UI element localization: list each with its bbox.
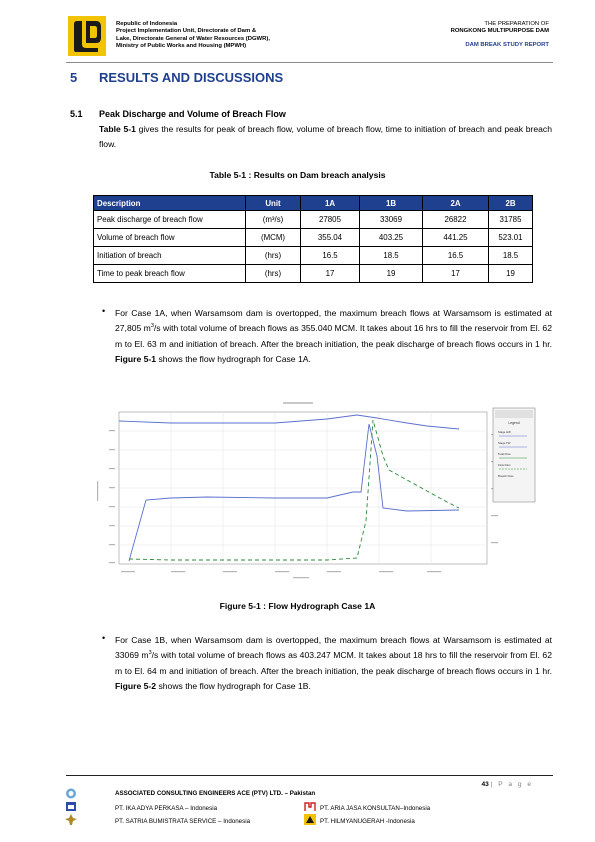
table-header-cell: 1B [360,196,423,211]
aria-jasa-logo-icon [304,801,316,812]
section-number: 5 [70,70,78,85]
table-header-cell: 1A [301,196,360,211]
table-header-cell: Description [94,196,246,211]
footer-partner: PT. ARIA JASA KONSULTAN–Indonesia [320,805,431,812]
bullet-paragraph-case-1b [115,633,552,694]
header-divider [66,62,553,63]
table-cell: 26822 [423,211,489,229]
footer-partner: PT. SATRIA BUMISTRATA SERVICE – Indonesia [115,818,251,825]
table-cell: 441.25 [423,229,489,247]
table-cell: 17 [423,265,489,283]
page-number [481,781,533,788]
page-number-value: 43 [481,781,489,788]
figure-reference: Figure 5-2 [115,680,157,691]
table-cell: 33069 [360,211,423,229]
table-cell: Peak discharge of breach flow [94,211,246,229]
flow-hydrograph-figure [87,396,538,579]
table-cell: 19 [489,265,533,283]
table-cell: 523.01 [489,229,533,247]
table-reference: Table 5-1 [99,124,136,134]
figure-title-blur [283,402,313,404]
footer-main-company: ASSOCIATED CONSULTING ENGINEERS ACE (PTV) LTD. – Pakistan [115,790,316,797]
table-row [94,247,533,265]
ika-adya-logo-icon [65,801,77,812]
subsection-number: 5.1 [70,109,83,119]
header-left-line: Lake, Directorate General of Water Resources (DGWR), [116,35,270,42]
table-cell: (hrs) [246,247,301,265]
table-cell: (hrs) [246,265,301,283]
legend-item: Stage TW [498,441,511,445]
table-cell: 18.5 [360,247,423,265]
table-header-row [94,196,533,211]
bullet-paragraph-case-1a [115,306,552,367]
bullet-text: For Case 1A, when Warsamsom dam is overtopped, the maximum breach flows at Warsamsom is estimated at 27,805 m [115,308,552,334]
bullet-text: For Case 1B, when Warsamsom dam is overtopped, the maximum breach flows at Warsamsom is estimated at 33069 m [115,635,552,661]
table-row [94,229,533,247]
table-row [94,265,533,283]
table-cell: (MCM) [246,229,301,247]
table-cell: 403.25 [360,229,423,247]
table-cell: Initiation of breach [94,247,246,265]
footer-partner: PT. IKA ADYA PERKASA – Indonesia [115,805,218,812]
table-row [94,211,533,229]
table-header-cell: 2B [489,196,533,211]
results-table [93,195,533,283]
intro-paragraph [99,122,552,152]
legend-item: Total Flow [498,452,511,456]
table-cell: 27805 [301,211,360,229]
table-cell: 16.5 [423,247,489,265]
header-left-line: Republic of Indonesia [116,21,178,27]
legend-toolbar [495,410,533,418]
legend-title: Legend [508,421,520,425]
header-left-line: Project Implementation Unit, Directorate of Dam & [116,28,257,35]
legend-item: Stage HW [498,430,511,434]
header-right-block [349,21,549,49]
legend-item: Breach Flow [498,474,514,478]
report-title: DAM BREAK STUDY REPORT [465,41,549,48]
page-word: | P a g e [490,781,533,788]
table-cell: 18.5 [489,247,533,265]
bullet-icon: • [102,633,106,643]
table-header-cell: Unit [246,196,301,211]
figure-reference: Figure 5-1 [115,353,157,364]
header-left-block [116,21,316,51]
table-cell: 355.04 [301,229,360,247]
figure-caption: Figure 5-1 : Flow Hydrograph Case 1A [219,601,376,611]
ace-logo-icon [65,788,77,799]
subsection-title: Peak Discharge and Volume of Breach Flow [99,109,286,119]
bullet-text: /s with total volume of breach flows as 403.247 MCM. It takes about 18 hrs to fill the reservoir from El. 62 m to El. 64 m and initiation of breach. After the breach initiation, the peak discharge of breach flows occurs in 1 hr. [115,650,552,676]
ministry-logo-icon [68,16,106,56]
hilmyanugerah-logo-icon [304,814,316,825]
table-caption: Table 5-1 : Results on Dam breach analysis [209,170,386,180]
table-cell: 19 [360,265,423,283]
superscript: 3 [148,650,152,657]
header-right-line2: RONGKONG MULTIPURPOSE DAM [450,28,549,35]
header-left-line: Ministry of Public Works and Housing (MPWH) [116,43,247,50]
bullet-text: shows the flow hydrograph for Case 1A. [156,353,311,364]
intro-text: gives the results for peak of breach flow, volume of breach flow, time to initiation of breach and peak breach flow. [99,124,552,149]
table-cell: Volume of breach flow [94,229,246,247]
table-cell: (m³/s) [246,211,301,229]
section-title: RESULTS AND DISCUSSIONS [99,70,284,85]
bullet-text: /s with total volume of breach flows as 355.040 MCM. It takes about 16 hrs to fill the reservoir from El. 62 m to El. 63 m and initiation of breach. After the breach initiation, the peak discharge of breach flows occurs in 1 hr. [115,323,552,349]
satria-logo-icon [65,814,77,825]
legend-item: Flow Dam [498,463,511,467]
bullet-text: shows the flow hydrograph for Case 1B. [156,680,311,691]
table-cell: Time to peak breach flow [94,265,246,283]
superscript: 3 [150,323,154,330]
table-cell: 16.5 [301,247,360,265]
footer-divider [66,775,553,776]
header-right-line1: THE PREPARATION OF [484,21,549,27]
table-cell: 31785 [489,211,533,229]
footer-partner: PT. HILMYANUGERAH -Indonesia [320,818,415,825]
table-header-cell: 2A [423,196,489,211]
table-cell: 17 [301,265,360,283]
bullet-icon: • [102,306,106,316]
